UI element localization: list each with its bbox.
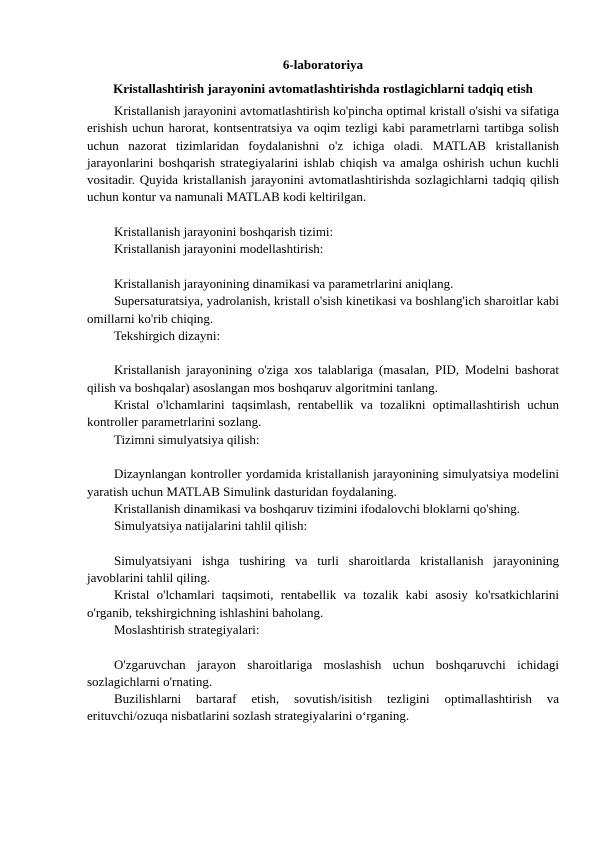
paragraph: Kristallanish jarayonining o'ziga xos talablariga (masalan, PID, Modelni bashorat qilish va boshqalar) asoslangan mos boshqaruv algoritmini tanlang.: [87, 362, 559, 395]
intro-paragraph: Kristallanish jarayonini avtomatlashtirish ko'pincha optimal kristall o'sishi va sifatiga erishish uchun harorat, kontsentratsiya va oqim tezligi kabi parametrlarni tartibga solish uchun nazorat tizimlaridan foydalanishni o'z ichiga oladi. MATLAB kristallanish jarayonlarini boshqarish strategiyalarini ishlab chiqish va amalga oshirish uchun kuchli vositadir. Quyida kristallanish jarayonini avtomatlashtirishda sozlagichlarni tadqiq qilish uchun kontur va namunali MATLAB kodi keltirilgan.: [87, 103, 559, 205]
paragraph: Kristal o'lchamlari taqsimoti, rentabellik va tozalik kabi asosiy ko'rsatkichlarini o'rganib, tekshirgichning ishlashini baholang.: [87, 587, 559, 620]
paragraph: O'zgaruvchan jarayon sharoitlariga moslashish uchun boshqaruvchi ichidagi sozlagichlarni o'rnating.: [87, 656, 559, 689]
paragraph: Simulyatsiyani ishga tushiring va turli sharoitlarda kristallanish jarayonining javoblarini tahlil qiling.: [87, 552, 559, 586]
paragraph: Kristal o'lchamlarini taqsimlash, rentabellik va tozalikni optimallashtirish uchun kontroller parametrlarini sozlang.: [87, 397, 559, 430]
section-heading: Moslashtirish strategiyalari:: [114, 621, 260, 637]
paragraph: Buzilishlarni bartaraf etish, sovutish/isitish tezligini optimallashtirish va erituvchi/ozuqa nisbatlarini sozlash strategiyalarini o‘rganing.: [87, 691, 559, 724]
section-heading: Tekshirgich dizayni:: [114, 327, 221, 343]
document-title: 6-laboratoriya: [282, 57, 364, 72]
paragraph: Supersaturatsiya, yadrolanish, kristall o'sish kinetikasi va boshlang'ich sharoitlar kabi omillarni ko'rib chiqing.: [87, 293, 559, 326]
paragraph: Kristallanish dinamikasi va boshqaruv tizimini ifodalovchi bloklarni qo'shing.: [114, 500, 521, 516]
paragraph: Kristallanish jarayonini modellashtirish:: [114, 241, 324, 257]
document-page: [87, 56, 559, 725]
section-heading: Simulyatsiya natijalarini tahlil qilish:: [114, 518, 308, 534]
paragraph: Dizaynlangan kontroller yordamida kristallanish jarayonining simulyatsiya modelini yaratish uchun MATLAB Simulink dasturidan foydalaning.: [87, 466, 559, 499]
document-subtitle: Kristallashtirish jarayonini avtomatlashtirishda rostlagichlarni tadqiq etish: [113, 81, 533, 96]
paragraph: Kristallanish jarayonini boshqarish tizimi:: [114, 224, 334, 240]
paragraph: Kristallanish jarayonining dinamikasi va parametrlarini aniqlang.: [114, 275, 454, 291]
section-heading: Tizimni simulyatsiya qilish:: [114, 431, 260, 447]
